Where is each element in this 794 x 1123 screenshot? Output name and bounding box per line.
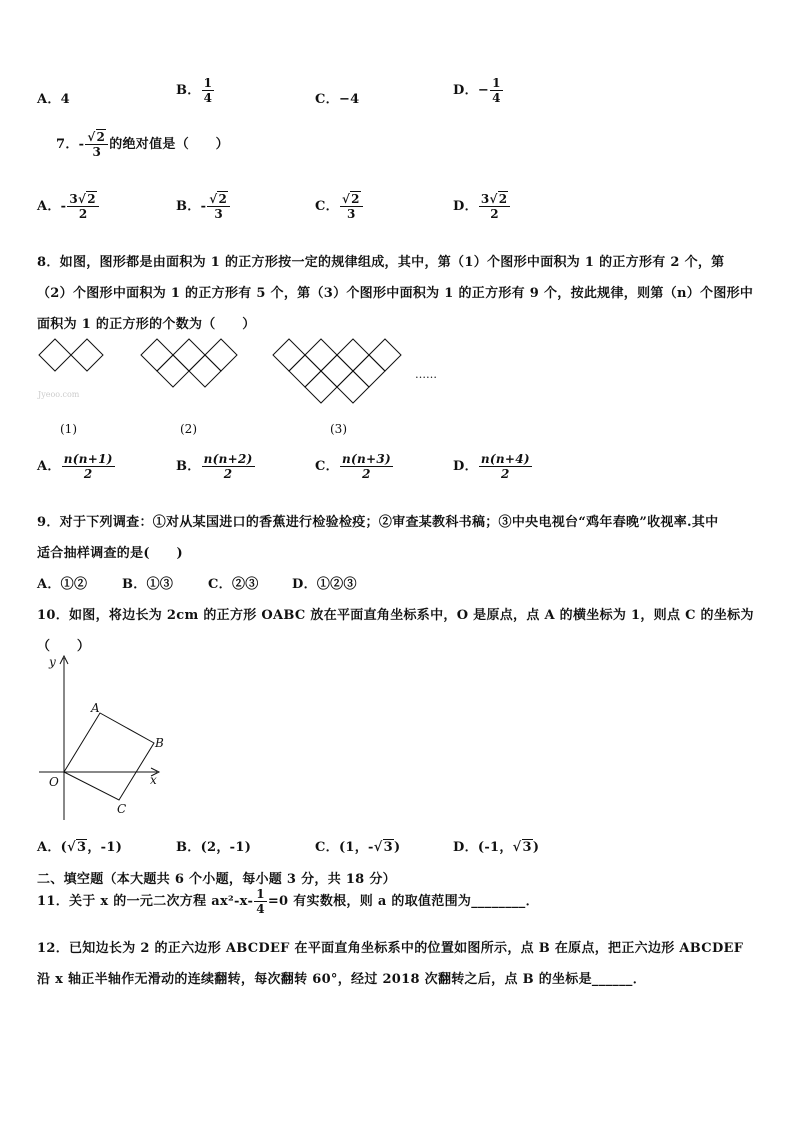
q8-label-2: (2) [180,422,197,436]
q10-figure [35,652,175,824]
q8-option-c: C． $\frac{n(n+3)}{2}$ [315,452,391,481]
q8-line-3: 面积为 1 的正方形的个数为（ ） [37,317,256,332]
q9-line-1: 9．对于下列调查：①对从某国进口的香蕉进行检验检疫；②审查某教科书稿；③中央电视台“鸡年春晚”收视率.其中 [37,515,719,530]
x-axis-label: x [150,773,157,787]
q12-line-2: 沿 x 轴正半轴作无滑动的连续翻转，每次翻转 60°，经过 2018 次翻转之后，点 B 的坐标是______． [37,972,646,987]
q10-line-2: （ ） [37,639,91,654]
q6-option-c: C．−4 [315,92,360,107]
q8-figure-2 [141,339,237,387]
q8-ellipsis: …… [415,368,437,381]
q8-line-2: （2）个图形中面积为 1 的正方形有 5 个，第（3）个图形中面积为 1 的正方形有 9 个，按此规律，则第（n）个图形中 [37,286,754,301]
q7-option-a: A．- $\frac{3√2}{2}$ [37,192,100,221]
q10-option-b: B．(2，-1) [176,840,252,855]
y-axis-label: y [49,655,56,669]
section-2-heading: 二、填空题（本大题共 6 个小题，每小题 3 分，共 18 分） [37,872,396,887]
square-oabc [64,713,154,800]
q10-option-d: D．(-1，√3) [453,840,540,855]
q8-label-1: (1) [60,422,77,436]
q8-figure-1 [39,339,103,371]
q7-option-b: B．- $\frac{√2}{3}$ [176,192,231,221]
q6-option-d: D．− $\frac{1}{4}$ [453,76,501,105]
q8-figure-3 [273,339,401,403]
q8-option-a: A． $\frac{n(n+1)}{2}$ [37,452,113,481]
q8-figure [30,330,450,440]
q10-option-a: A．(√3，-1) [37,840,123,855]
q8-watermark: Jyeoo.com [38,390,80,399]
q7-option-c: C． $\frac{√2}{3}$ [315,192,364,221]
point-a-label: A [91,701,100,715]
q10-line-1: 10．如图，将边长为 2cm 的正方形 OABC 放在平面直角坐标系中，O 是原点，点 A 的横坐标为 1，则点 C 的坐标为 [37,608,754,623]
q9-line-2: 适合抽样调查的是( ) [37,546,183,561]
q9-option-a: A．①② [37,577,88,592]
point-o-label: O [49,775,59,789]
q10-option-c: C．(1，-√3) [315,840,401,855]
q11-question: 11．关于 x 的一元二次方程 ax²-x- $\frac{1}{4}$ =0 有实数根，则 a 的取值范围为________． [37,887,539,916]
q6-option-a: A．4 [37,92,71,107]
q8-option-b: B． $\frac{n(n+2)}{2}$ [176,452,253,481]
q7-option-d: D． $\frac{3√2}{2}$ [453,192,511,221]
point-b-label: B [155,736,164,750]
q9-option-b: B．①③ [122,577,174,592]
point-c-label: C [117,802,127,816]
q7-question: 7．- $\frac{√2}{3}$ 的绝对值是（ ） [56,130,229,159]
q9-option-d: D．①②③ [292,577,357,592]
q8-label-3: (3) [330,422,347,436]
q12-line-1: 12．已知边长为 2 的正六边形 ABCDEF 在平面直角坐标系中的位置如图所示，点 B 在原点，把正六边形 ABCDEF [37,941,744,956]
q6-option-b: B． $\frac{1}{4}$ [176,76,213,105]
q8-option-d: D． $\frac{n(n+4)}{2}$ [453,452,530,481]
q8-line-1: 8．如图，图形都是由面积为 1 的正方形按一定的规律组成，其中，第（1）个图形中面积为 1 的正方形有 2 个，第 [37,255,725,270]
q9-option-c: C．②③ [208,577,259,592]
